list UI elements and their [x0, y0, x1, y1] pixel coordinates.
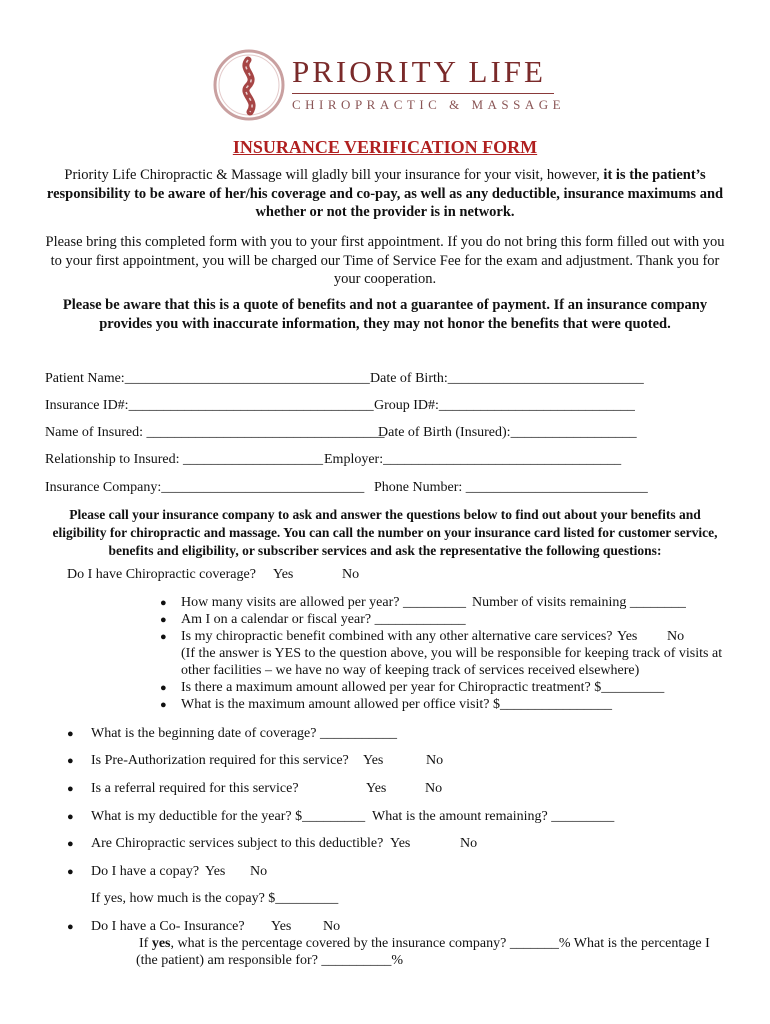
employer-field[interactable]: Employer:__________________________________	[324, 452, 622, 467]
copay-yes-option[interactable]: Yes	[205, 864, 226, 879]
logo-title: PRIORITY LIFE	[292, 54, 546, 89]
bullet: ●	[67, 783, 74, 795]
combined-yes-option[interactable]: Yes	[617, 629, 638, 644]
coinsurance-question: Do I have a Co- Insurance?	[91, 919, 245, 934]
patient-percentage-question[interactable]: (the patient) am responsible for? __________%	[136, 953, 404, 968]
preauth-question: Is Pre-Authorization required for this service?	[91, 753, 349, 768]
intro-p1-normal: Priority Life Chiropractic & Massage will gladly bill your insurance for your visit, however,	[64, 167, 604, 183]
coins-prefix: If	[139, 936, 152, 951]
visits-per-year-question[interactable]: How many visits are allowed per year? _________	[181, 595, 466, 610]
dob-insured-field[interactable]: Date of Birth (Insured):__________________	[378, 425, 637, 440]
visits-remaining-question[interactable]: Number of visits remaining ________	[472, 595, 686, 610]
logo-divider	[292, 93, 554, 94]
coins-rest: , what is the percentage covered by the insurance company? _______% What is the percentage I	[170, 936, 710, 951]
referral-question: Is a referral required for this service?	[91, 781, 299, 796]
insurance-id-field[interactable]: Insurance ID#:___________________________________	[45, 398, 374, 413]
call-instructions: Please call your insurance company to ask and answer the questions below to find out about your benefits and eligibility for chiropractic and massage. You can call the number on your insurance card listed for customer service, benefits and eligibility, or subscriber services and ask the representative the following questions:	[52, 507, 718, 558]
bullet: ●	[160, 631, 167, 643]
patient-name-field[interactable]: Patient Name:___________________________________	[45, 371, 370, 386]
bullet: ●	[160, 699, 167, 711]
referral-yes-option[interactable]: Yes	[366, 781, 387, 796]
subject-deductible-question: Are Chiropractic services subject to this deductible?	[91, 836, 384, 851]
coinsurance-no-option[interactable]: No	[323, 919, 341, 934]
date-of-birth-field[interactable]: Date of Birth:____________________________	[370, 371, 644, 386]
subject-no-option[interactable]: No	[460, 836, 478, 851]
bullet: ●	[67, 838, 74, 850]
phone-number-field[interactable]: Phone Number: __________________________	[374, 480, 648, 495]
form-title: INSURANCE VERIFICATION FORM	[232, 137, 538, 157]
coinsurance-yes-option[interactable]: Yes	[271, 919, 292, 934]
bullet: ●	[67, 811, 74, 823]
bullet: ●	[67, 728, 74, 740]
preauth-yes-option[interactable]: Yes	[363, 753, 384, 768]
bullet: ●	[67, 755, 74, 767]
combined-note-line-1: (If the answer is YES to the question above, you will be responsible for keeping track of visits at	[181, 646, 723, 661]
group-id-field[interactable]: Group ID#:____________________________	[374, 398, 635, 413]
subject-yes-option[interactable]: Yes	[390, 836, 411, 851]
intro-paragraph-1	[40, 166, 730, 222]
copay-no-option[interactable]: No	[250, 864, 268, 879]
intro-paragraph-3: Please be aware that this is a quote of benefits and not a guarantee of payment. If an insurance company provides you with inaccurate information, they may not honor the benefits that were quoted.	[62, 297, 708, 332]
bullet: ●	[67, 866, 74, 878]
spine-logo-icon	[212, 48, 286, 122]
name-of-insured-field[interactable]: Name of Insured: __________________________________	[45, 425, 385, 440]
bullet: ●	[160, 682, 167, 694]
relationship-field[interactable]: Relationship to Insured: ____________________	[45, 452, 324, 467]
begin-date-question[interactable]: What is the beginning date of coverage? ___________	[91, 726, 397, 741]
combined-no-option[interactable]: No	[667, 629, 685, 644]
combined-note-line-2: other facilities – we have no way of keeping track of services received elsewhere)	[181, 663, 640, 678]
deductible-question[interactable]: What is my deductible for the year? $_________	[91, 809, 366, 824]
bullet: ●	[160, 597, 167, 609]
intro-paragraph-2: Please bring this completed form with you to your first appointment. If you do not bring this form filled out with you to your first appointment, you will be charged our Time of Service Fee for the exam and adjustment. Thank you for your cooperation.	[45, 234, 725, 287]
bullet: ●	[67, 921, 74, 933]
logo	[212, 48, 566, 120]
preauth-no-option[interactable]: No	[426, 753, 444, 768]
amount-remaining-question[interactable]: What is the amount remaining? _________	[372, 809, 615, 824]
max-per-visit-question[interactable]: What is the maximum amount allowed per office visit? $________________	[181, 697, 612, 712]
coverage-no-option[interactable]: No	[342, 567, 360, 582]
combined-benefit-question: Is my chiropractic benefit combined with any other alternative care services?	[181, 629, 613, 644]
insurance-company-field[interactable]: Insurance Company:_____________________________	[45, 480, 365, 495]
coverage-question: Do I have Chiropractic coverage?	[67, 567, 256, 582]
calendar-fiscal-question[interactable]: Am I on a calendar or fiscal year? _____________	[181, 612, 466, 627]
coinsurance-percentage-question[interactable]	[139, 936, 710, 952]
referral-no-option[interactable]: No	[425, 781, 443, 796]
coins-yes-bold: yes	[151, 936, 171, 951]
copay-question: Do I have a copay?	[91, 864, 200, 879]
copay-amount-question[interactable]: If yes, how much is the copay? $_________	[91, 891, 339, 906]
coverage-yes-option[interactable]: Yes	[273, 567, 294, 582]
max-per-year-question[interactable]: Is there a maximum amount allowed per year for Chiropractic treatment? $_________	[181, 680, 665, 695]
bullet: ●	[160, 614, 167, 626]
logo-subtitle: CHIROPRACTIC & MASSAGE	[292, 97, 566, 112]
intro-p1-bold: it is the patient’s responsibility to be aware of her/his coverage and co-pay, as well as any deductible, insurance maximums and whether or not the provider is in network.	[46, 167, 724, 220]
